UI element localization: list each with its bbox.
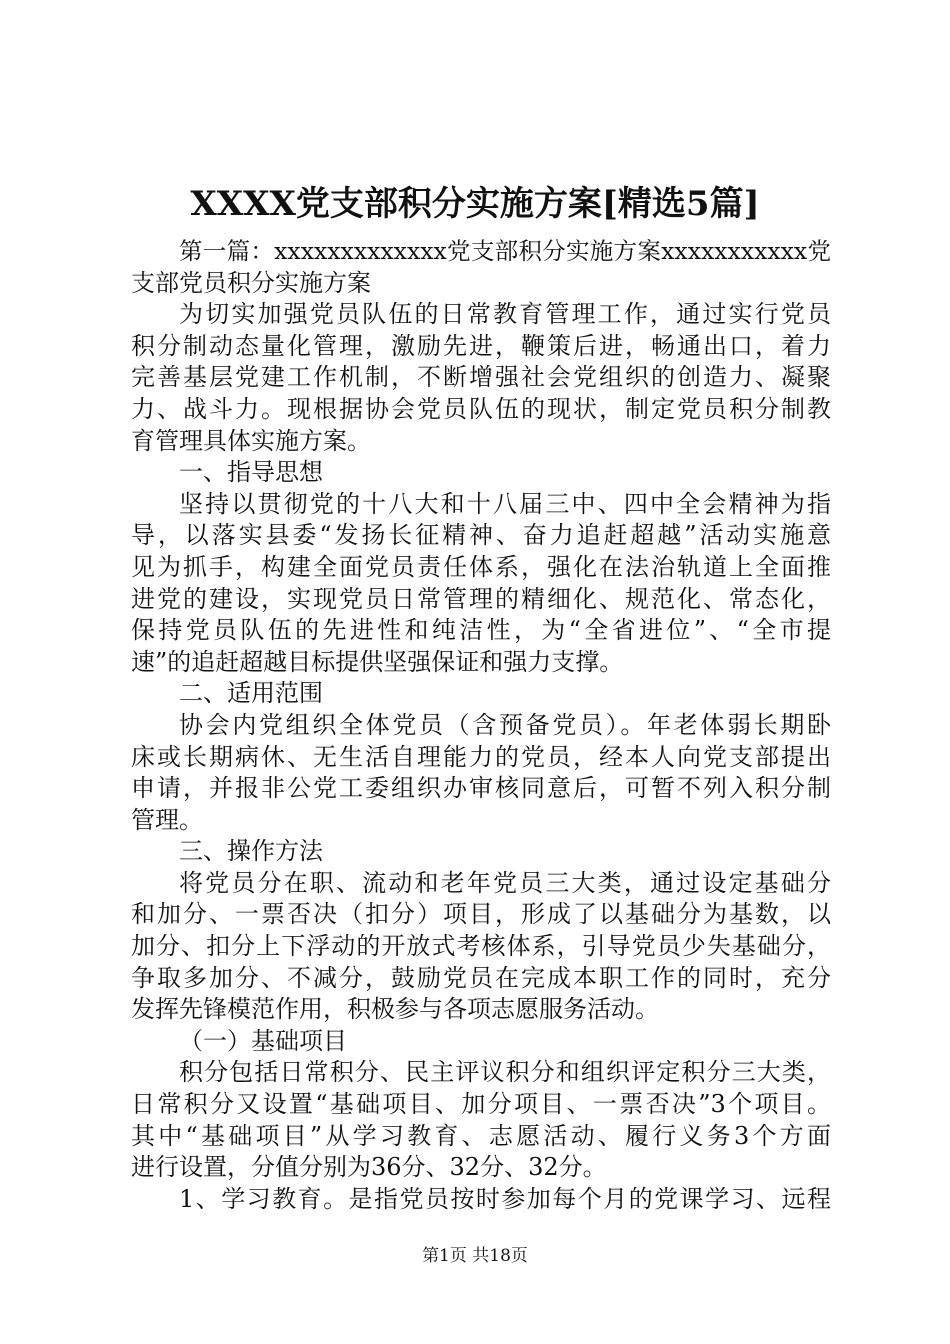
text-line: 进行设置，分值分别为36分、32分、32分。 bbox=[131, 1153, 607, 1182]
document-title: XXXX党支部积分实施方案[精选5篇] bbox=[190, 184, 760, 224]
text-line: 其中“基础项目”从学习教育、志愿活动、履行义务3个方面 bbox=[131, 1121, 831, 1150]
text-line: 育管理具体实施方案。 bbox=[131, 426, 371, 455]
text-line: （一）基础项目 bbox=[179, 1026, 347, 1055]
text-line: 床或长期病休、无生活自理能力的党员，经本人向党支部提出 bbox=[131, 742, 831, 771]
text-line: 加分、扣分上下浮动的开放式考核体系，引导党员少失基础分， bbox=[131, 932, 831, 961]
text-line: 申请，并报非公党工委组织办审核同意后，可暂不列入积分制 bbox=[131, 774, 831, 803]
text-line: 管理。 bbox=[131, 805, 203, 834]
text-line: 坚持以贯彻党的十八大和十八届三中、四中全会精神为指 bbox=[179, 489, 831, 518]
text-line: 将党员分在职、流动和老年党员三大类，通过设定基础分 bbox=[179, 868, 831, 897]
text-line: 1、学习教育。是指党员按时参加每个月的党课学习、远程 bbox=[179, 1184, 831, 1213]
page-footer: 第1页 共18页 bbox=[422, 1246, 528, 1266]
text-line: 三、操作方法 bbox=[179, 837, 323, 866]
text-line: 发挥先锋模范作用，积极参与各项志愿服务活动。 bbox=[131, 995, 659, 1024]
text-line: 积分包括日常积分、民主评议积分和组织评定积分三大类， bbox=[179, 1058, 831, 1087]
text-line: 速”的追赶超越目标提供坚强保证和强力支撑。 bbox=[131, 647, 624, 676]
text-line: 力、战斗力。现根据协会党员队伍的现状，制定党员积分制教 bbox=[131, 394, 831, 423]
text-line: 完善基层党建工作机制，不断增强社会党组织的创造力、凝聚 bbox=[131, 363, 831, 392]
text-line: 支部党员积分实施方案 bbox=[131, 268, 371, 297]
text-line: 协会内党组织全体党员（含预备党员）。年老体弱长期卧 bbox=[179, 710, 831, 739]
text-line: 二、适用范围 bbox=[179, 679, 323, 708]
text-line: 保持党员队伍的先进性和纯洁性，为“全省进位”、“全市提 bbox=[131, 616, 831, 645]
text-line: 日常积分又设置“基础项目、加分项目、一票否决”3个项目。 bbox=[131, 1090, 831, 1119]
document-body bbox=[131, 236, 831, 1215]
text-line: 见为抓手，构建全面党员责任体系，强化在法治轨道上全面推 bbox=[131, 552, 831, 581]
text-line: 和加分、一票否决（扣分）项目，形成了以基础分为基数，以 bbox=[131, 900, 831, 929]
text-line: 一、指导思想 bbox=[179, 458, 323, 487]
text-line: 为切实加强党员队伍的日常教育管理工作，通过实行党员 bbox=[179, 300, 831, 329]
text-line: 第一篇：xxxxxxxxxxxxx党支部积分实施方案xxxxxxxxxxx党 bbox=[179, 237, 831, 265]
text-line: 进党的建设，实现党员日常管理的精细化、规范化、常态化， bbox=[131, 584, 831, 613]
text-line: 争取多加分、不减分，鼓励党员在完成本职工作的同时，充分 bbox=[131, 963, 831, 992]
text-line: 导，以落实县委“发扬长征精神、奋力追赶超越”活动实施意 bbox=[131, 521, 831, 550]
text-line: 积分制动态量化管理，激励先进，鞭策后进，畅通出口，着力 bbox=[131, 331, 831, 360]
